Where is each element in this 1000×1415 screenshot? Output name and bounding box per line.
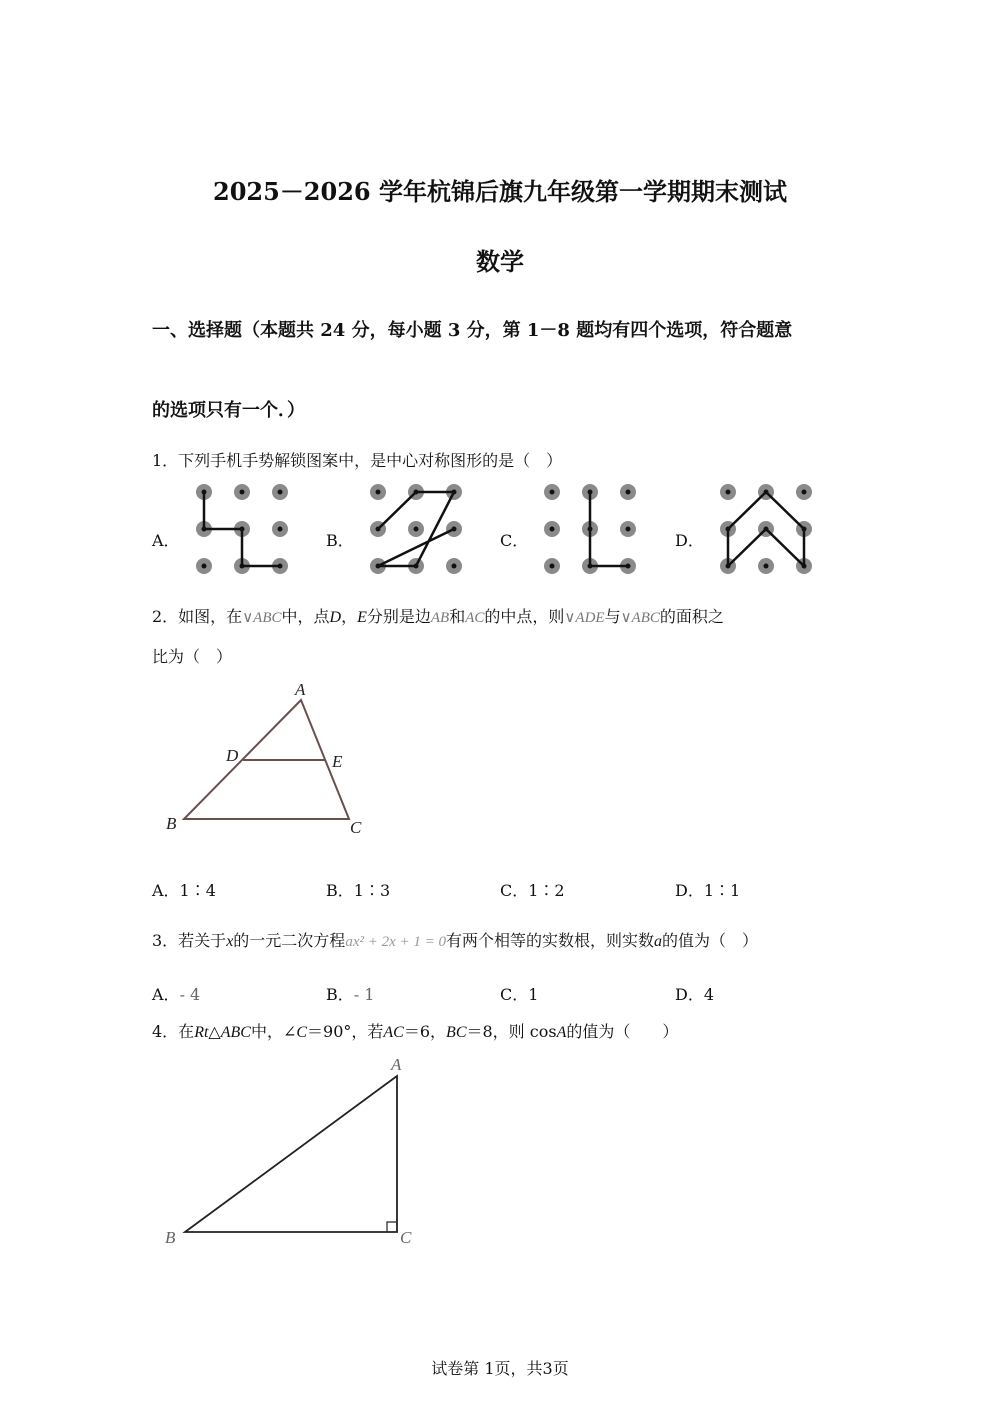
question-3-text: [152, 930, 758, 953]
page-footer: 试卷第 1页，共3页: [431, 1359, 569, 1378]
q4-text-part: ＝6，: [403, 1022, 447, 1041]
q3-option-value: - 4: [179, 985, 201, 1004]
q2-option-b: B．1∶3: [326, 881, 391, 900]
q1-option-d-label: D．: [675, 531, 704, 550]
q2-math-ade: ∨ADE: [564, 610, 605, 626]
q4-var-ac: AC: [383, 1024, 404, 1041]
q4-right-triangle-figure: [160, 1050, 420, 1250]
q4-text-part: 中，∠: [250, 1022, 297, 1041]
q4-text-part: 的值为（ ）: [566, 1022, 679, 1041]
q2-text-part: 2．如图，在: [152, 607, 243, 626]
q3-text-part: 有两个相等的实数根，则实数: [446, 931, 655, 950]
q1-pattern-b: [364, 480, 468, 580]
q2-option-c: C．1∶2: [500, 881, 565, 900]
q2-text-part: 与: [604, 607, 621, 626]
q4-var-c: C: [296, 1024, 308, 1041]
q3-var-x: x: [226, 933, 234, 950]
q1-pattern-c: [538, 480, 642, 580]
question-2-text: [152, 606, 724, 629]
question-1-text: 1．下列手机手势解锁图案中，是中心对称图形的是（ ）: [152, 451, 563, 470]
q4-var-a: A: [556, 1024, 567, 1041]
q2-text-part: 的面积之: [659, 607, 724, 626]
q2-triangle-figure: [160, 678, 370, 843]
q3-option-letter: C．: [500, 985, 529, 1004]
q2-var-e: E: [357, 609, 367, 626]
q3-option-letter: D．: [675, 985, 704, 1004]
q2-text-part: 和: [449, 607, 466, 626]
q2-option-a: A．1∶4: [152, 881, 216, 900]
q2-label-d: D: [226, 746, 239, 765]
question-4-text: [152, 1021, 678, 1044]
q2-text-part: 分别是边: [366, 607, 431, 626]
q3-text-part: 的值为（ ）: [662, 931, 759, 950]
q2-text-part: 的中点，则: [484, 607, 565, 626]
q3-option-letter: A．: [152, 985, 180, 1004]
q3-option-a: [152, 982, 200, 1005]
page-subtitle: 数学: [476, 247, 524, 276]
q4-math-rt-abc: Rt△ABC: [194, 1024, 251, 1041]
q2-option-d: D．1∶1: [675, 881, 741, 900]
q3-var-a: a: [654, 933, 663, 950]
q3-equation: ax² + 2x + 1 = 0: [345, 934, 446, 950]
q3-option-c: [500, 982, 538, 1005]
question-2-text-line2: 比为（ ）: [152, 647, 233, 666]
q4-text-part: 4．在: [152, 1022, 195, 1041]
q2-math-abc2: ∨ABC: [620, 610, 660, 626]
q2-text-part: ，: [341, 607, 358, 626]
q1-option-c-label: C．: [500, 531, 529, 550]
q4-var-bc: BC: [446, 1024, 467, 1041]
q3-text-part: 3．若关于: [152, 931, 227, 950]
section-header-line2: 的选项只有一个．）: [152, 400, 305, 421]
q4-text-part: ＝90°，若: [307, 1022, 384, 1041]
q4-text-part: ＝8，则 cos: [466, 1022, 557, 1041]
q3-option-d: [675, 982, 714, 1005]
q3-option-letter: B．: [326, 985, 354, 1004]
q4-label-b: B: [165, 1228, 176, 1247]
q1-pattern-a: [190, 480, 294, 580]
q3-option-value: 1: [528, 985, 539, 1004]
section-header-line1: 一、选择题（本题共 24 分，每小题 3 分，第 1－8 题均有四个选项，符合题意: [152, 320, 793, 341]
q1-option-a-label: A．: [152, 531, 180, 550]
page-title: 2025－2026 学年杭锦后旗九年级第一学期期末测试: [213, 177, 787, 206]
q1-option-b-label: B．: [326, 531, 354, 550]
q3-option-value: - 1: [353, 985, 375, 1004]
q1-pattern-d: [714, 480, 818, 580]
q2-text-part: 中，点: [281, 607, 330, 626]
q3-option-b: [326, 982, 374, 1005]
q3-text-part: 的一元二次方程: [233, 931, 346, 950]
q2-math-abc: ∨ABC: [242, 610, 282, 626]
q4-label-c: C: [400, 1228, 412, 1247]
q2-label-c: C: [350, 818, 362, 837]
q2-math-ab: AB: [430, 610, 450, 626]
q2-label-a: A: [295, 680, 306, 699]
q2-var-d: D: [329, 609, 342, 626]
q2-label-e: E: [332, 752, 343, 771]
q3-option-value: 4: [703, 985, 715, 1004]
q4-label-a: A: [391, 1055, 402, 1074]
q2-math-ac: AC: [465, 610, 485, 626]
q2-label-b: B: [166, 814, 177, 833]
